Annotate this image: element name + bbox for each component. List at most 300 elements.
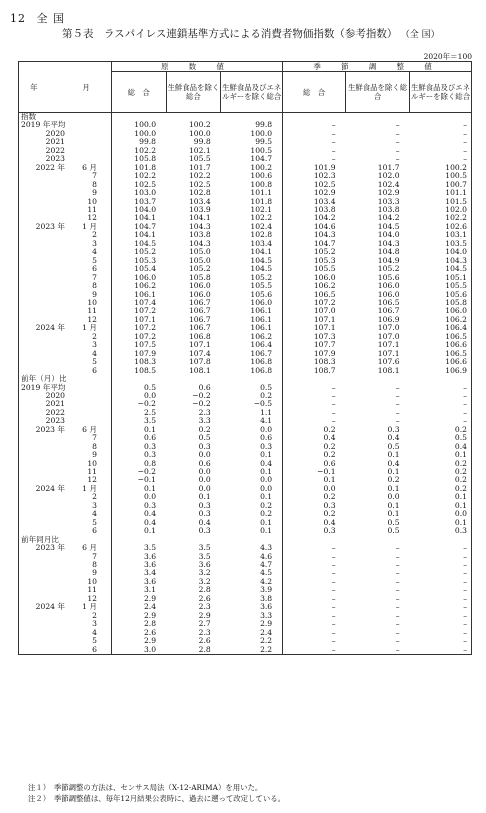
value-cell: 0.8 bbox=[111, 460, 166, 468]
value-cell: 105.3 bbox=[111, 257, 166, 265]
empty-cell bbox=[283, 375, 346, 383]
value-cell: 107.4 bbox=[188, 348, 211, 358]
value-cell: 100.2 bbox=[250, 162, 273, 172]
value-cell: 106.6 bbox=[410, 341, 472, 349]
value-cell: 2.9 bbox=[111, 595, 166, 603]
period-cell bbox=[19, 629, 112, 637]
month-label: 6 bbox=[92, 264, 97, 274]
period-cell bbox=[19, 586, 112, 594]
value-cell: 0.4 bbox=[387, 458, 400, 468]
table-row bbox=[19, 121, 472, 129]
value-cell: 2.6 bbox=[198, 593, 211, 603]
period-cell bbox=[19, 333, 112, 341]
table-row bbox=[19, 384, 472, 392]
year-label: 2023 年 bbox=[35, 221, 65, 231]
value-cell: 105.4 bbox=[111, 265, 166, 273]
value-cell: 2.8 bbox=[198, 585, 211, 595]
value-cell: – bbox=[395, 560, 400, 570]
value-cell: 107.0 bbox=[377, 331, 400, 341]
period-cell bbox=[19, 561, 112, 569]
value-cell: 0.5 bbox=[111, 384, 166, 392]
value-cell: 106.4 bbox=[250, 340, 273, 350]
value-cell: 0.3 bbox=[111, 451, 166, 459]
value-cell: 3.8 bbox=[260, 593, 273, 603]
year-label: 2022 bbox=[45, 407, 65, 417]
value-cell: 105.5 bbox=[283, 265, 346, 273]
value-cell: 3.5 bbox=[111, 417, 166, 425]
value-cell: – bbox=[395, 154, 400, 164]
period-cell bbox=[19, 544, 112, 552]
value-cell: 106.7 bbox=[377, 306, 400, 316]
empty-cell bbox=[221, 536, 283, 544]
table-row bbox=[19, 426, 472, 434]
month-label: 1 月 bbox=[82, 221, 97, 231]
value-cell: 103.4 bbox=[188, 196, 211, 206]
value-cell: 105.2 bbox=[377, 264, 400, 274]
value-cell: 104.6 bbox=[283, 223, 346, 231]
year-label: 2019 年平均 bbox=[21, 382, 66, 392]
value-cell: – bbox=[410, 586, 472, 594]
month-label: 6 bbox=[92, 644, 97, 654]
value-cell: – bbox=[283, 130, 346, 138]
value-cell: 102.5 bbox=[188, 179, 211, 189]
value-cell: – bbox=[410, 612, 472, 620]
value-cell: 0.1 bbox=[111, 426, 166, 434]
value-cell: 2.4 bbox=[260, 627, 273, 637]
base-year-unit: 2020年＝100 bbox=[423, 52, 472, 61]
value-cell: 2.3 bbox=[198, 627, 211, 637]
period-cell bbox=[19, 189, 112, 197]
value-cell: 0.0 bbox=[198, 450, 211, 460]
empty-cell bbox=[221, 113, 283, 122]
value-cell: 103.1 bbox=[410, 231, 472, 239]
month-label: 3 bbox=[92, 500, 97, 510]
period-cell bbox=[19, 291, 112, 299]
value-cell: – bbox=[410, 130, 472, 138]
value-cell: – bbox=[283, 569, 346, 577]
year-label: 2022 年 bbox=[35, 162, 65, 172]
month-label: 2 bbox=[92, 610, 97, 620]
month-label: 10 bbox=[87, 196, 97, 206]
month-label: 6 bbox=[92, 365, 97, 375]
value-cell: 107.1 bbox=[188, 340, 211, 350]
value-cell: 106.7 bbox=[250, 348, 273, 358]
value-cell: 0.1 bbox=[387, 483, 400, 493]
value-cell: 0.2 bbox=[283, 451, 346, 459]
value-cell: 2.6 bbox=[198, 636, 211, 646]
value-cell: – bbox=[395, 576, 400, 586]
value-cell: 0.0 bbox=[111, 493, 166, 501]
empty-cell bbox=[346, 536, 410, 544]
value-cell: 107.9 bbox=[111, 350, 166, 358]
value-cell: – bbox=[395, 137, 400, 147]
month-label: 8 bbox=[92, 179, 97, 189]
value-cell: 101.7 bbox=[377, 162, 400, 172]
value-cell: 99.5 bbox=[255, 137, 273, 147]
value-cell: 0.4 bbox=[198, 517, 211, 527]
value-cell: – bbox=[395, 382, 400, 392]
value-cell: 3.6 bbox=[111, 561, 166, 569]
value-cell: 103.5 bbox=[410, 240, 472, 248]
table-row bbox=[19, 400, 472, 408]
value-cell: 104.5 bbox=[410, 265, 472, 273]
value-cell: 106.7 bbox=[188, 297, 211, 307]
year-label: 2020 bbox=[45, 128, 65, 138]
value-cell: 106.5 bbox=[377, 297, 400, 307]
month-label: 2 bbox=[92, 230, 97, 240]
value-cell: 0.1 bbox=[410, 519, 472, 527]
value-cell: 107.2 bbox=[111, 333, 166, 341]
table-row bbox=[19, 485, 472, 493]
value-cell: 0.5 bbox=[387, 441, 400, 451]
value-cell: 101.8 bbox=[250, 196, 273, 206]
table-row bbox=[19, 510, 472, 518]
value-cell: 2.9 bbox=[111, 637, 166, 645]
value-cell: 0.1 bbox=[410, 451, 472, 459]
table-row bbox=[19, 561, 472, 569]
value-cell: 4.2 bbox=[260, 576, 273, 586]
value-cell: 2.6 bbox=[111, 629, 166, 637]
value-cell: – bbox=[283, 603, 346, 611]
table-row bbox=[19, 147, 472, 155]
value-cell: 1.1 bbox=[260, 407, 273, 417]
value-cell: 3.9 bbox=[260, 585, 273, 595]
value-cell: – bbox=[283, 595, 346, 603]
value-cell: – bbox=[395, 407, 400, 417]
period-cell bbox=[19, 274, 112, 282]
table-row bbox=[19, 527, 472, 535]
col-excl-fresh-original: 生鮮食品を除く総合 bbox=[166, 72, 221, 113]
value-cell: 102.8 bbox=[188, 188, 211, 198]
table-row bbox=[19, 493, 472, 501]
table-row bbox=[19, 443, 472, 451]
value-cell: 0.2 bbox=[198, 424, 211, 434]
month-label: 5 bbox=[92, 255, 97, 265]
value-cell: 101.9 bbox=[283, 164, 346, 172]
footnotes bbox=[28, 782, 285, 804]
footnote-2: 注２） 季節調整値は、毎年12月結果公表時に、過去に遡って改定している。 bbox=[28, 794, 285, 803]
value-cell: – bbox=[283, 138, 346, 146]
footnote-1: 注１） 季節調整の方法は、センサス局法（X-12-ARIMA）を用いた。 bbox=[28, 783, 263, 792]
empty-cell bbox=[346, 375, 410, 383]
table-title-main: 第５表 ラスパイレス連鎖基準方式による消費者物価指数（参考指数） bbox=[62, 28, 398, 40]
value-cell: 106.2 bbox=[410, 316, 472, 324]
year-month-header: 年 月 bbox=[19, 62, 112, 113]
value-cell: – bbox=[395, 593, 400, 603]
value-cell: 100.0 bbox=[111, 121, 166, 129]
table-row bbox=[19, 519, 472, 527]
period-cell bbox=[19, 282, 112, 290]
table-row bbox=[19, 341, 472, 349]
value-cell: 104.3 bbox=[377, 238, 400, 248]
value-cell: 100.7 bbox=[410, 181, 472, 189]
value-cell: 0.1 bbox=[260, 526, 273, 536]
value-cell: – bbox=[410, 147, 472, 155]
period-cell bbox=[19, 519, 112, 527]
value-cell: – bbox=[410, 603, 472, 611]
value-cell: 104.1 bbox=[111, 231, 166, 239]
month-label: 3 bbox=[92, 619, 97, 629]
value-cell: 102.2 bbox=[111, 147, 166, 155]
value-cell: 106.0 bbox=[188, 289, 211, 299]
value-cell: 107.0 bbox=[283, 307, 346, 315]
value-cell: 104.7 bbox=[250, 154, 273, 164]
value-cell: 0.6 bbox=[260, 433, 273, 443]
value-cell: −0.5 bbox=[253, 399, 273, 409]
value-cell: 0.4 bbox=[410, 443, 472, 451]
month-label: 6 月 bbox=[82, 424, 97, 434]
table-row bbox=[19, 620, 472, 628]
value-cell: 0.2 bbox=[410, 485, 472, 493]
value-cell: 102.3 bbox=[283, 172, 346, 180]
value-cell: 106.0 bbox=[188, 281, 211, 291]
period-cell bbox=[19, 231, 112, 239]
month-label: 4 bbox=[92, 247, 97, 257]
table-row bbox=[19, 130, 472, 138]
month-label: 8 bbox=[92, 560, 97, 570]
period-cell bbox=[19, 620, 112, 628]
empty-cell bbox=[346, 113, 410, 122]
table-row bbox=[19, 629, 472, 637]
value-cell: 3.2 bbox=[198, 568, 211, 578]
month-label: 10 bbox=[87, 458, 97, 468]
month-label: 12 bbox=[87, 475, 97, 485]
table-row bbox=[19, 502, 472, 510]
value-cell: 0.3 bbox=[283, 527, 346, 535]
value-cell: – bbox=[283, 553, 346, 561]
value-cell: 0.1 bbox=[260, 492, 273, 502]
value-cell: 104.5 bbox=[250, 255, 273, 265]
value-cell: 104.2 bbox=[377, 213, 400, 223]
table-row bbox=[19, 181, 472, 189]
value-cell: 106.8 bbox=[250, 357, 273, 367]
value-cell: 0.5 bbox=[387, 517, 400, 527]
value-cell: 0.0 bbox=[198, 475, 211, 485]
value-cell: 103.8 bbox=[283, 206, 346, 214]
value-cell: 0.5 bbox=[387, 526, 400, 536]
period-cell bbox=[19, 468, 112, 476]
value-cell: 0.2 bbox=[260, 500, 273, 510]
value-cell: −0.1 bbox=[111, 476, 166, 484]
value-cell: – bbox=[283, 578, 346, 586]
col-total-original: 総 合 bbox=[111, 72, 166, 113]
value-cell: 0.1 bbox=[260, 467, 273, 477]
col-total-seasonal: 総 合 bbox=[283, 72, 346, 113]
value-cell: – bbox=[395, 128, 400, 138]
value-cell: 104.8 bbox=[377, 247, 400, 257]
value-cell: – bbox=[410, 384, 472, 392]
value-cell: 105.2 bbox=[188, 264, 211, 274]
region-label: 全 国 bbox=[36, 12, 65, 25]
year-label: 2024 年 bbox=[35, 323, 65, 333]
value-cell: 102.0 bbox=[377, 171, 400, 181]
value-cell: 3.6 bbox=[198, 560, 211, 570]
period-cell bbox=[19, 164, 112, 172]
table-row bbox=[19, 274, 472, 282]
period-cell bbox=[19, 358, 112, 366]
value-cell: 102.5 bbox=[111, 181, 166, 189]
value-cell: 2.8 bbox=[166, 646, 221, 655]
value-cell: 103.8 bbox=[377, 204, 400, 214]
value-cell: 102.9 bbox=[283, 189, 346, 197]
value-cell: – bbox=[410, 595, 472, 603]
value-cell: 105.6 bbox=[377, 272, 400, 282]
value-cell: 0.3 bbox=[283, 502, 346, 510]
original-values-header: 原 数 値 bbox=[111, 62, 282, 72]
value-cell: 104.1 bbox=[111, 214, 166, 222]
value-cell: 0.2 bbox=[283, 443, 346, 451]
value-cell: 102.2 bbox=[250, 213, 273, 223]
value-cell: 3.3 bbox=[260, 610, 273, 620]
value-cell: 105.0 bbox=[188, 247, 211, 257]
value-cell: 103.8 bbox=[188, 230, 211, 240]
value-cell: – bbox=[410, 138, 472, 146]
period-cell bbox=[19, 299, 112, 307]
table-row bbox=[19, 223, 472, 231]
value-cell: 0.2 bbox=[283, 426, 346, 434]
value-cell: 0.2 bbox=[410, 426, 472, 434]
empty-cell bbox=[166, 375, 221, 383]
period-cell bbox=[19, 198, 112, 206]
period-cell bbox=[19, 451, 112, 459]
value-cell: 0.4 bbox=[111, 519, 166, 527]
empty-cell bbox=[283, 536, 346, 544]
value-cell: 0.1 bbox=[283, 476, 346, 484]
value-cell: 102.0 bbox=[410, 206, 472, 214]
value-cell: −0.2 bbox=[111, 400, 166, 408]
value-cell: 0.2 bbox=[283, 493, 346, 501]
value-cell: 0.0 bbox=[111, 392, 166, 400]
table-row bbox=[19, 333, 472, 341]
month-label: 9 bbox=[92, 568, 97, 578]
value-cell: 0.1 bbox=[387, 509, 400, 519]
value-cell: 105.8 bbox=[111, 155, 166, 163]
empty-cell bbox=[221, 375, 283, 383]
value-cell: 106.5 bbox=[283, 291, 346, 299]
value-cell: 105.8 bbox=[410, 299, 472, 307]
period-cell bbox=[19, 240, 112, 248]
value-cell: 4.5 bbox=[260, 568, 273, 578]
value-cell: – bbox=[395, 145, 400, 155]
value-cell: −0.2 bbox=[111, 468, 166, 476]
value-cell: 104.2 bbox=[283, 214, 346, 222]
year-label: 2023 bbox=[45, 416, 65, 426]
value-cell: – bbox=[410, 544, 472, 552]
month-label: 10 bbox=[87, 576, 97, 586]
value-cell: 0.3 bbox=[198, 526, 211, 536]
period-cell bbox=[19, 350, 112, 358]
value-cell: 0.2 bbox=[410, 468, 472, 476]
month-label: 12 bbox=[87, 314, 97, 324]
value-cell: 0.0 bbox=[198, 483, 211, 493]
value-cell: 106.0 bbox=[111, 274, 166, 282]
value-cell: 0.2 bbox=[410, 476, 472, 484]
value-cell: 3.2 bbox=[198, 576, 211, 586]
table-row bbox=[19, 231, 472, 239]
value-cell: 107.2 bbox=[283, 299, 346, 307]
value-cell: 102.9 bbox=[377, 188, 400, 198]
period-cell bbox=[19, 265, 112, 273]
table-row bbox=[19, 172, 472, 180]
value-cell: 105.2 bbox=[111, 248, 166, 256]
table-body bbox=[19, 113, 472, 655]
table-row bbox=[19, 282, 472, 290]
period-cell bbox=[19, 324, 112, 332]
month-label: 9 bbox=[92, 188, 97, 198]
value-cell: 108.5 bbox=[111, 367, 166, 375]
table-row bbox=[19, 367, 472, 375]
value-cell: 106.4 bbox=[410, 324, 472, 332]
value-cell: 106.1 bbox=[250, 314, 273, 324]
period-cell bbox=[19, 646, 112, 655]
period-cell bbox=[19, 206, 112, 214]
value-cell: – bbox=[410, 155, 472, 163]
value-cell: 104.0 bbox=[410, 248, 472, 256]
value-cell: 107.6 bbox=[377, 357, 400, 367]
value-cell: 3.6 bbox=[111, 553, 166, 561]
month-label: 8 bbox=[92, 281, 97, 291]
value-cell: 2.9 bbox=[111, 612, 166, 620]
value-cell: 102.2 bbox=[188, 171, 211, 181]
month-label: 11 bbox=[87, 467, 97, 477]
table-row bbox=[19, 646, 472, 655]
value-cell: – bbox=[395, 120, 400, 130]
month-label: 9 bbox=[92, 289, 97, 299]
value-cell: – bbox=[410, 121, 472, 129]
table-title-region: （全 国） bbox=[400, 30, 440, 40]
value-cell: 2.4 bbox=[111, 603, 166, 611]
table-row bbox=[19, 392, 472, 400]
value-cell: 107.1 bbox=[377, 348, 400, 358]
col-excl-fresh-energy-original: 生鮮食品及びエネルギーを除く総合 bbox=[221, 72, 283, 113]
value-cell: 108.3 bbox=[283, 358, 346, 366]
value-cell: 100.2 bbox=[188, 120, 211, 130]
month-label: 12 bbox=[87, 213, 97, 223]
value-cell: – bbox=[410, 578, 472, 586]
value-cell: – bbox=[395, 619, 400, 629]
value-cell: – bbox=[283, 121, 346, 129]
value-cell: 104.9 bbox=[377, 255, 400, 265]
month-label: 5 bbox=[92, 517, 97, 527]
month-label: 6 月 bbox=[82, 543, 97, 553]
value-cell: 0.2 bbox=[410, 460, 472, 468]
value-cell: 106.8 bbox=[250, 365, 273, 375]
value-cell: 0.3 bbox=[198, 500, 211, 510]
value-cell: 102.2 bbox=[111, 172, 166, 180]
empty-cell bbox=[111, 375, 166, 383]
value-cell: 102.6 bbox=[410, 223, 472, 231]
value-cell: 108.3 bbox=[111, 358, 166, 366]
value-cell: – bbox=[283, 392, 346, 400]
value-cell: 106.5 bbox=[410, 333, 472, 341]
value-cell: 0.1 bbox=[410, 502, 472, 510]
month-label: 9 bbox=[92, 450, 97, 460]
year-label: 2021 bbox=[45, 399, 65, 409]
month-label: 6 bbox=[92, 526, 97, 536]
table-row bbox=[19, 265, 472, 273]
value-cell: 0.2 bbox=[283, 510, 346, 518]
year-label: 2019 年平均 bbox=[21, 120, 66, 130]
table-row bbox=[19, 257, 472, 265]
value-cell: 0.4 bbox=[260, 458, 273, 468]
col-excl-fresh-energy-seasonal: 生鮮食品及びエネルギーを除く総合 bbox=[410, 72, 472, 113]
value-cell: 100.6 bbox=[250, 171, 273, 181]
value-cell: 0.5 bbox=[198, 433, 211, 443]
section-header-row bbox=[19, 113, 472, 122]
empty-cell bbox=[166, 536, 221, 544]
value-cell: −0.2 bbox=[192, 390, 211, 400]
value-cell: 0.0 bbox=[283, 485, 346, 493]
